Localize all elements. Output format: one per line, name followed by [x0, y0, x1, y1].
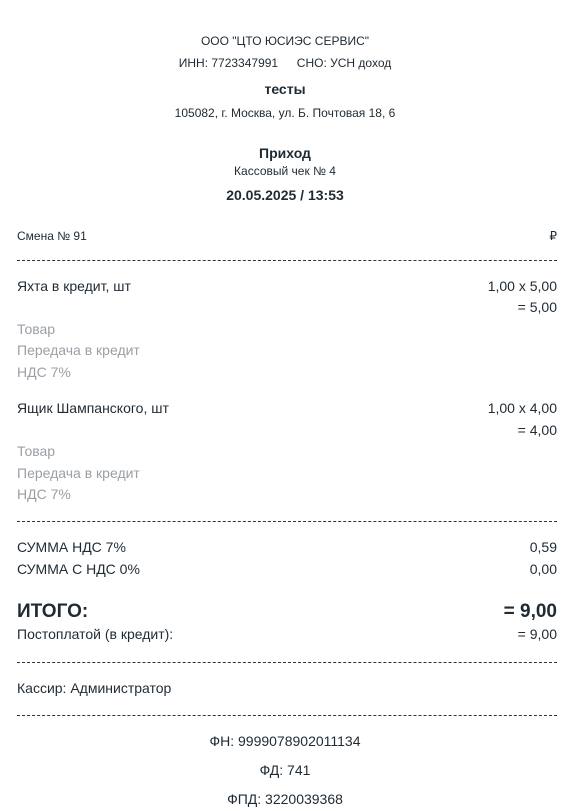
item-name: Ящик Шампанского, шт — [17, 400, 169, 416]
tax-value: 0,59 — [529, 539, 557, 555]
item-type: Товар — [17, 443, 56, 459]
cashier: Кассир: Администратор — [17, 680, 172, 696]
item-total: = 5,00 — [517, 299, 557, 315]
item-qty-price: 1,00 x 5,00 — [487, 278, 557, 294]
shift-number: Смена № 91 — [17, 229, 87, 243]
total-value: = 9,00 — [503, 601, 557, 622]
fiscal-document-number: ФД: 741 — [259, 762, 311, 778]
store-name: тесты — [264, 81, 306, 97]
divider — [17, 260, 557, 261]
tax-info — [0, 56, 570, 70]
item-qty-price: 1,00 x 4,00 — [487, 400, 557, 416]
sno: СНО: УСН доход — [296, 56, 392, 70]
item-vat: НДС 7% — [17, 486, 71, 502]
postpay-label: Постоплатой (в кредит): — [17, 626, 174, 642]
item-payment-method: Передача в кредит — [17, 342, 140, 358]
receipt-datetime: 20.05.2025 / 13:53 — [226, 187, 344, 203]
item-vat: НДС 7% — [17, 364, 71, 380]
divider — [17, 662, 557, 663]
divider — [17, 521, 557, 522]
postpay-value: = 9,00 — [517, 626, 557, 642]
divider — [17, 715, 557, 716]
tax-label: СУММА НДС 7% — [17, 539, 126, 555]
store-address: 105082, г. Москва, ул. Б. Почтовая 18, 6 — [174, 106, 396, 120]
item-total: = 4,00 — [517, 422, 557, 438]
item-payment-method: Передача в кредит — [17, 465, 140, 481]
inn: ИНН: 7723347991 — [178, 56, 279, 70]
company-name: ООО "ЦТО ЮСИЭС СЕРВИС" — [200, 34, 370, 48]
item-name: Яхта в кредит, шт — [17, 278, 131, 294]
tax-value: 0,00 — [529, 561, 557, 577]
fiscal-storage-number: ФН: 9999078902011134 — [209, 733, 361, 749]
currency-symbol: ₽ — [549, 229, 557, 243]
item-type: Товар — [17, 321, 56, 337]
operation-type: Приход — [259, 145, 311, 161]
receipt-number: Кассовый чек № 4 — [234, 164, 336, 178]
total-label: ИТОГО: — [17, 601, 89, 622]
tax-label: СУММА С НДС 0% — [17, 561, 140, 577]
fiscal-sign: ФПД: 3220039368 — [227, 791, 343, 807]
